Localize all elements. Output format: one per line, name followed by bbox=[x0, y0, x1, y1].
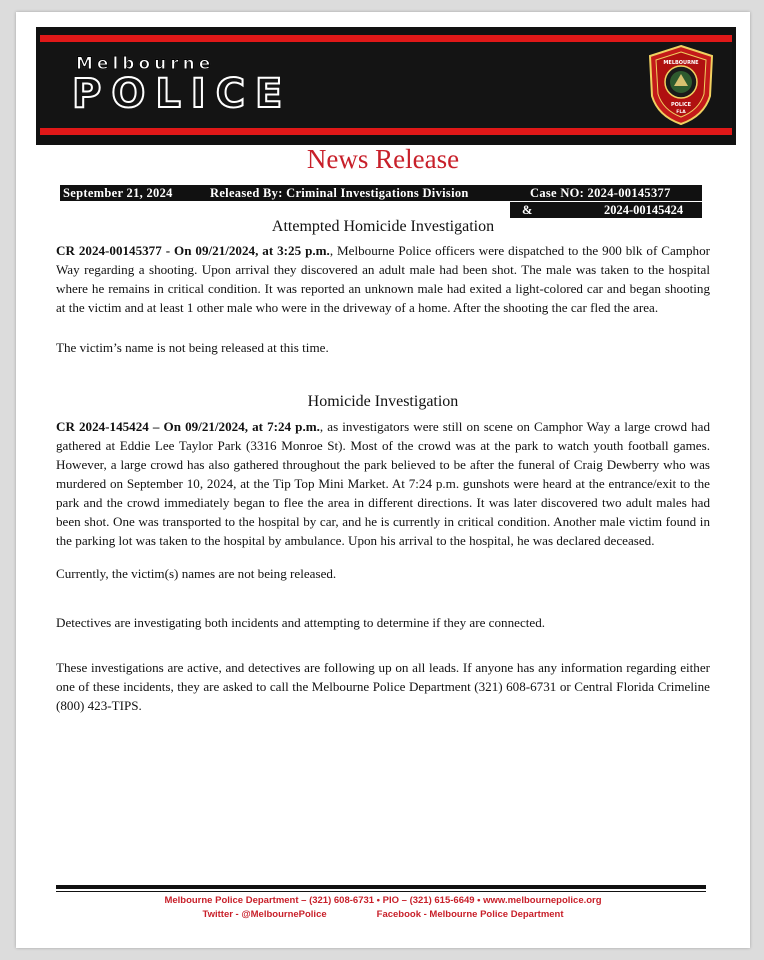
footer-contact-line: Melbourne Police Department – (321) 608-6731 • PIO – (321) 615-6649 • www.melbournepolice.org bbox=[164, 895, 602, 906]
case-number: Case NO: 2024-00145377 bbox=[530, 186, 671, 200]
footer-facebook: Facebook - Melbourne Police Department bbox=[376, 909, 564, 920]
banner-black-band bbox=[40, 42, 732, 128]
section1-body bbox=[56, 241, 710, 317]
section1-note: The victim’s name is not being released at this time. bbox=[56, 340, 329, 355]
section2-body bbox=[56, 417, 710, 550]
section2-lead: CR 2024-145424 – On 09/21/2024, at 7:24 p.m. bbox=[56, 419, 320, 434]
footer-rule-thin bbox=[56, 891, 706, 892]
page-title: News Release bbox=[306, 144, 460, 174]
release-info-bar bbox=[60, 185, 702, 201]
banner-red-stripe bbox=[40, 35, 732, 135]
header-banner bbox=[36, 27, 736, 145]
police-badge-logo bbox=[646, 44, 716, 126]
case-number-continued bbox=[510, 202, 702, 218]
case-number-2: 2024-00145424 bbox=[604, 203, 684, 217]
footer-rule-thick bbox=[56, 885, 706, 889]
section2-heading: Homicide Investigation bbox=[307, 393, 459, 410]
svg-text:MELBOURNE: MELBOURNE bbox=[663, 60, 699, 66]
case-ampersand: & bbox=[522, 203, 533, 217]
section1-heading: Attempted Homicide Investigation bbox=[271, 218, 495, 235]
closing-paragraph: These investigations are active, and detectives are following up on all leads. If anyone has any information regarding either one of these incidents, they are asked to call the Melbourne Police Department (321) 608-6731 or Central Florida Crimeline (800) 423-TIPS. bbox=[56, 660, 710, 713]
section1-text: , Melbourne Police officers were dispatched to the 900 blk of Camphor Way regarding a shooting. Upon arrival they discovered an adult male had been shot. The male was taken to the hospital where he remains in critical condition. It was reported an unknown male had exited a light-colored car and began shooting at the victim and at least 1 other male who were in the driveway of a home. After the shooting the car fled the area. bbox=[56, 243, 710, 315]
section2-text: , as investigators were still on scene on Camphor Way a large crowd had gathered at Eddie Lee Taylor Park (3316 Monroe St). Most of the crowd was at the park to watch youth football games. However, a large crowd has also gathered throughout the park believed to be after the funeral of Craig Dewberry who was murdered on September 10, 2024, at the Tip Top Mini Market. At 7:24 p.m. gunshots were heard at the entrance/exit to the park and the crowd immediately began to flee the area in different directions. It was later discovered two adult males had been shot. One was transported to the hospital by car, and he is currently in critical condition. Another male victim found in the parking lot was taken to the hospital by ambulance. Upon his arrival to the hospital, he was declared deceased. bbox=[56, 419, 710, 548]
section1-lead: CR 2024-00145377 - On 09/21/2024, at 3:25 p.m. bbox=[56, 243, 330, 258]
release-date: September 21, 2024 bbox=[63, 186, 173, 200]
svg-text:POLICE: POLICE bbox=[670, 102, 692, 108]
wordmark-police: POLICE bbox=[72, 71, 293, 117]
detectives-paragraph: Detectives are investigating both incidents and attempting to determine if they are connected. bbox=[56, 615, 546, 630]
released-by: Released By: Criminal Investigations Division bbox=[210, 186, 469, 200]
svg-text:FLA: FLA bbox=[676, 110, 686, 115]
wordmark-melbourne: Melbourne bbox=[76, 54, 215, 74]
footer-social-line bbox=[16, 909, 750, 920]
section2-note: Currently, the victim(s) names are not being released. bbox=[56, 566, 337, 581]
footer-twitter: Twitter - @MelbournePolice bbox=[202, 909, 327, 920]
document-page bbox=[16, 12, 750, 948]
